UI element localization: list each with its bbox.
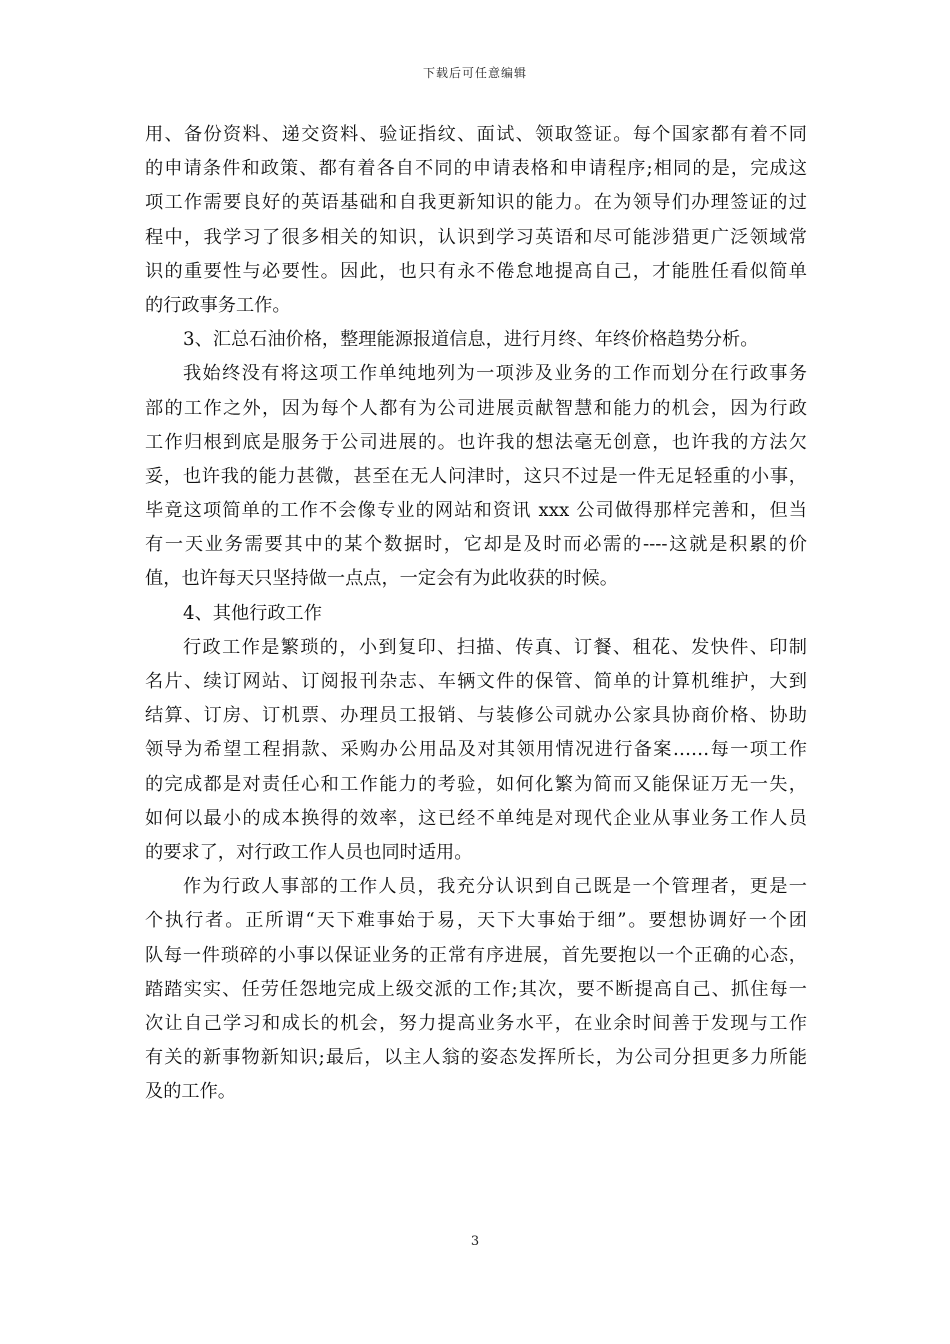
- text-line: 踏踏实实、任劳任怨地完成上级交派的工作;其次，要不断提高自己、抓住每一: [145, 978, 807, 1000]
- text-line: 4、其他行政工作: [183, 602, 322, 624]
- text-line: 作为行政人事部的工作人员，我充分认识到自己既是一个管理者，更是一: [183, 876, 807, 898]
- text-line: 妥，也许我的能力甚微，甚至在无人问津时，这只不过是一件无足轻重的小事，: [145, 465, 807, 487]
- text-line: 结算、订房、订机票、办理员工报销、与装修公司就办公家具协商价格、协助: [145, 705, 807, 727]
- text-line: 的申请条件和政策、都有着各自不同的申请表格和申请程序;相同的是，完成这: [145, 158, 807, 180]
- text-line: 程中，我学习了很多相关的知识，认识到学习英语和尽可能涉猎更广泛领域常: [145, 226, 807, 248]
- text-line: 3、汇总石油价格，整理能源报道信息，进行月终、年终价格趋势分析。: [183, 329, 759, 351]
- text-line: 行政工作是繁琐的，小到复印、扫描、传真、订餐、租花、发快件、印制: [183, 636, 807, 658]
- text-line: 有关的新事物新知识;最后，以主人翁的姿态发挥所长，为公司分担更多力所能: [145, 1047, 807, 1069]
- document-body: [145, 118, 807, 1109]
- text-line: 如何以最小的成本换得的效率，这已经不单纯是对现代企业从事业务工作人员: [145, 807, 807, 829]
- text-line: 队每一件琐碎的小事以保证业务的正常有序进展，首先要抱以一个正确的心态，: [145, 944, 807, 966]
- text-line: 的要求了，对行政工作人员也同时适用。: [145, 841, 473, 863]
- text-line: 识的重要性与必要性。因此，也只有永不倦怠地提高自己，才能胜任看似简单: [145, 260, 807, 282]
- text-line: 及的工作。: [145, 1081, 236, 1103]
- text-line: 个执行者。正所谓“天下难事始于易，天下大事始于细”。要想协调好一个团: [145, 910, 807, 932]
- text-line: 值，也许每天只坚持做一点点，一定会有为此收获的时候。: [145, 568, 618, 590]
- text-line: 的行政事务工作。: [145, 294, 291, 316]
- text-line: 次让自己学习和成长的机会，努力提高业务水平，在业余时间善于发现与工作: [145, 1012, 807, 1034]
- text-line: 名片、续订网站、订阅报刊杂志、车辆文件的保管、简单的计算机维护，大到: [145, 671, 807, 692]
- page-header: 下载后可任意编辑: [422, 66, 527, 80]
- text-line: 我始终没有将这项工作单纯地列为一项涉及业务的工作而划分在行政事务: [183, 363, 807, 385]
- text-line: 有一天业务需要其中的某个数据时，它却是及时而必需的----这就是积累的价: [145, 534, 807, 556]
- text-line: 领导为希望工程捐款、采购办公用品及对其领用情况进行备案……每一项工作: [145, 739, 807, 761]
- text-line: 用、备份资料、递交资料、验证指纹、面试、领取签证。每个国家都有着不同: [145, 124, 807, 145]
- text-line: 毕竟这项简单的工作不会像专业的网站和资讯 xxx 公司做得那样完善和，但当: [145, 500, 807, 522]
- text-line: 部的工作之外，因为每个人都有为公司进展贡献智慧和能力的机会，因为行政: [145, 397, 807, 419]
- text-line: 的完成都是对责任心和工作能力的考验，如何化繁为简而又能保证万无一失，: [145, 773, 807, 795]
- page-number: 3: [470, 1234, 480, 1249]
- text-line: 工作归根到底是服务于公司进展的。也许我的想法毫无创意，也许我的方法欠: [145, 431, 807, 453]
- text-line: 项工作需要良好的英语基础和自我更新知识的能力。在为领导们办理签证的过: [145, 192, 807, 214]
